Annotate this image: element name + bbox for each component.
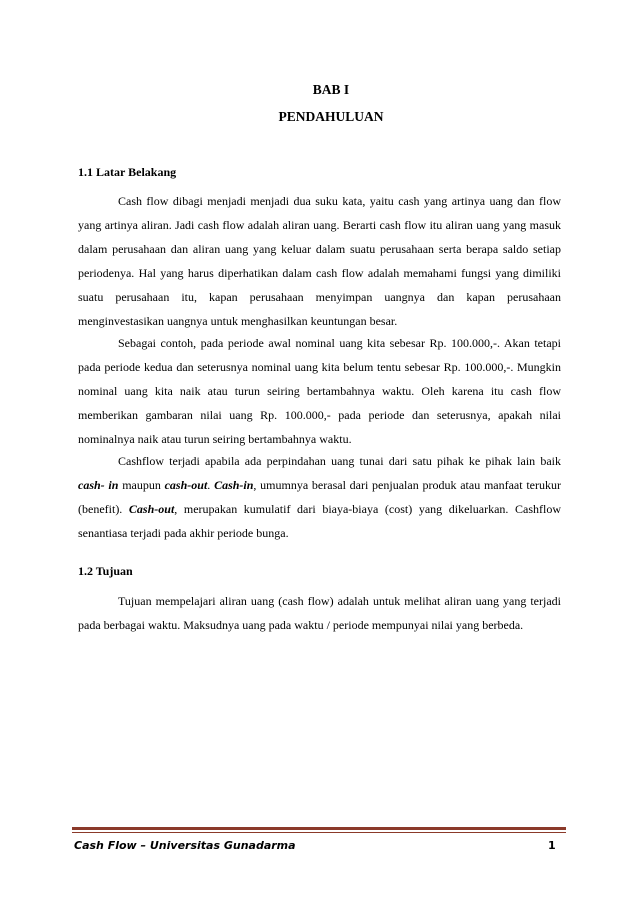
- chapter-number: BAB I: [312, 82, 350, 97]
- term-cash-out-2: Cash-out: [128, 502, 175, 516]
- paragraph-text: maupun: [118, 478, 165, 492]
- footer-rule-thick: [72, 827, 566, 830]
- footer-title: Cash Flow – Universitas Gunadarma: [74, 839, 296, 852]
- term-cash-out: cash-out: [164, 478, 208, 492]
- paragraph-latar-belakang-1: Cash flow dibagi menjadi menjadi dua suku kata, yaitu cash yang artinya uang dan flow yang artinya aliran. Jadi cash flow adalah aliran uang. Berarti cash flow itu aliran uang yang masuk dalam perusahaan dan aliran uang yang keluar dalam suatu perusahaan serta berapa saldo setiap periodenya. Hal yang harus diperhatikan dalam cash flow adalah memahami fungsi yang dimiliki suatu perusahaan itu, kapan perusahaan menyimpan uangnya dan kapan perusahaan menginvestasikan uangnya untuk menghasilkan keuntungan besar.: [78, 194, 561, 328]
- section-heading-latar-belakang: 1.1 Latar Belakang: [78, 165, 177, 179]
- footer-rule-thin: [72, 832, 566, 833]
- paragraph-latar-belakang-2: Sebagai contoh, pada periode awal nominal uang kita sebesar Rp. 100.000,-. Akan tetapi pada periode kedua dan seterusnya nominal uang kita belum tentu sebesar Rp. 100.000,-. Mungkin nominal uang kita naik atau turun seiring bertambahnya waktu. Oleh karena itu cash flow memberikan gambaran nilai uang Rp. 100.000,- pada periode dan seterusnya, apakah nilai nominalnya naik atau turun seiring bertambahnya waktu.: [78, 336, 561, 446]
- paragraph-text: , umumnya berasal dari penjualan produk atau manfaat terukur (benefit).: [78, 478, 561, 516]
- page-number: 1: [548, 839, 556, 852]
- paragraph-latar-belakang-3: [78, 449, 561, 545]
- paragraph-tujuan-1: Tujuan mempelajari aliran uang (cash flow) adalah untuk melihat aliran uang yang terjadi pada berbagai waktu. Maksudnya uang pada waktu / periode mempunyai nilai yang berbeda.: [78, 594, 561, 632]
- paragraph-text: Cashflow terjadi apabila ada perpindahan uang tunai dari satu pihak ke pihak lain baik: [118, 454, 561, 468]
- term-cash-in-2: Cash-in: [214, 478, 254, 492]
- chapter-title: PENDAHULUAN: [278, 109, 384, 124]
- paragraph-text: , merupakan kumulatif dari biaya-biaya (cost) yang dikeluarkan. Cashflow senantiasa terjadi pada akhir periode bunga.: [78, 502, 561, 540]
- section-heading-tujuan: 1.2 Tujuan: [78, 564, 133, 578]
- paragraph-text: .: [207, 478, 215, 492]
- term-cash-in: cash- in: [78, 478, 119, 492]
